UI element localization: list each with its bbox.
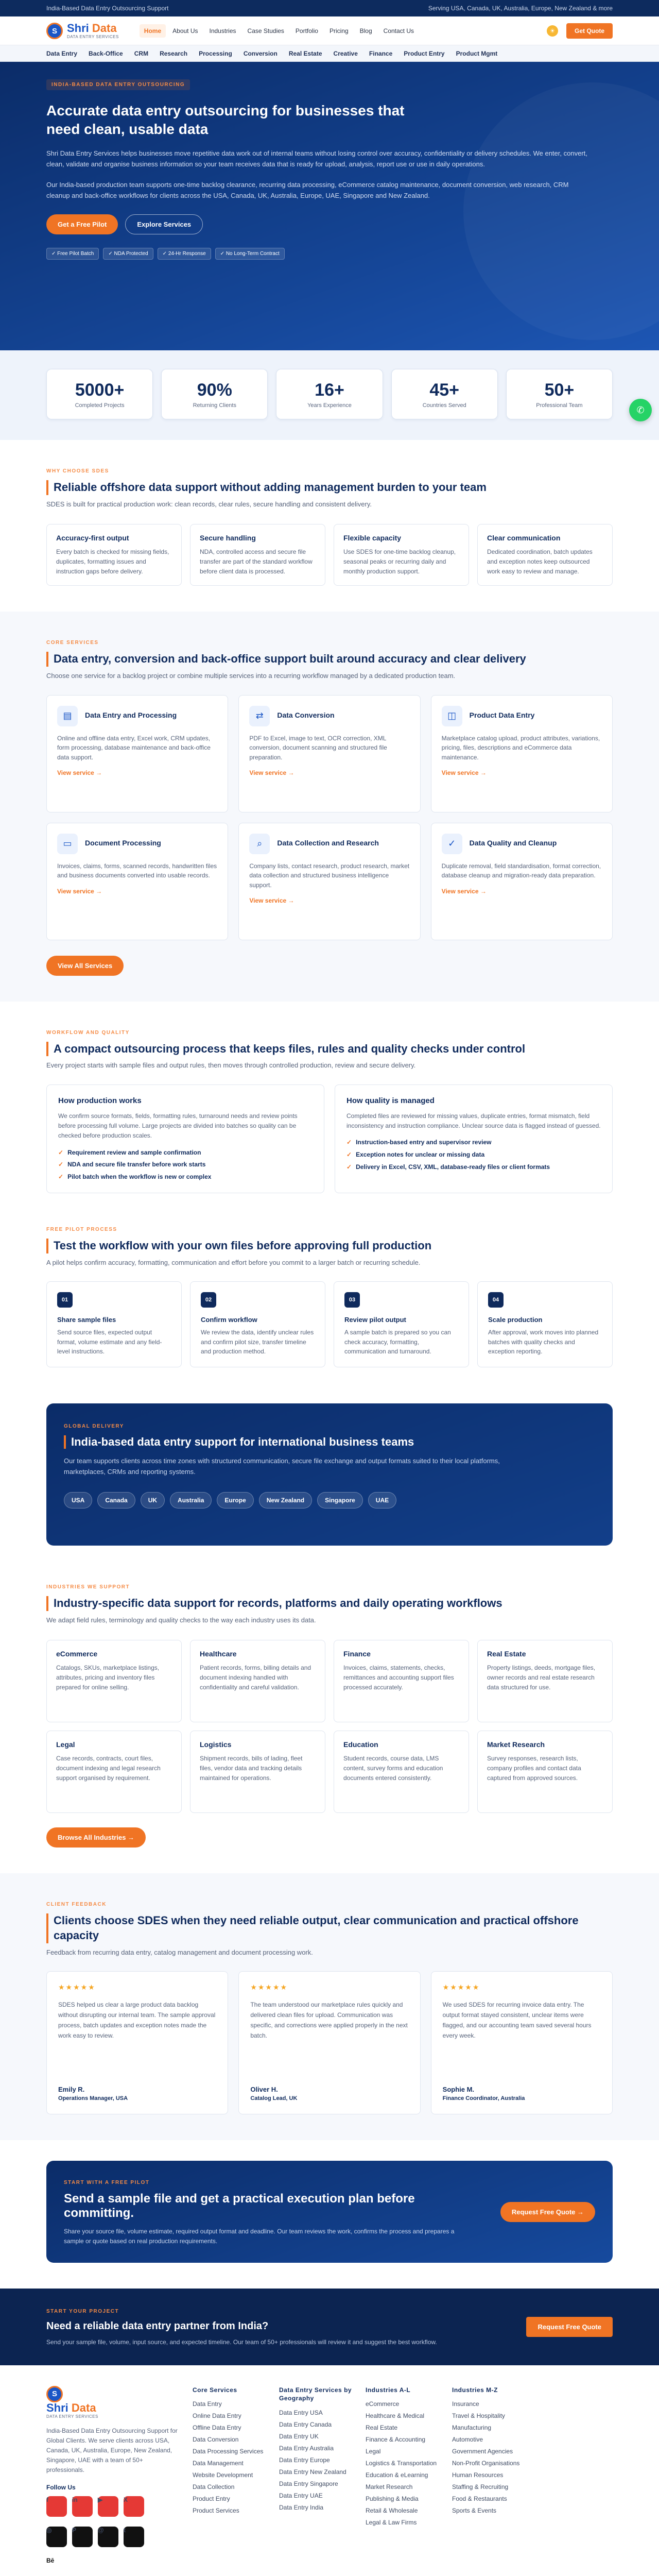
footer-link[interactable]: Product Entry <box>193 2495 230 2503</box>
workflow-production-box: How production works We confirm source formats, fields, formatting rules, turnaround needs and review points before processing full volume. Large projects are divided into batches so quality can be checked before production scales. ✓ Requirement review and sample confirmation ✓ NDA and secure file transfer before work starts ✓ Pilot batch when the workflow is new or complex <box>46 1084 324 1193</box>
hero-paragraph-1: Shri Data Entry Services helps businesses move repetitive data work out of internal teams without losing control over accuracy, confidentiality or delivery schedules. We enter, convert, clean, validate and organise business information so your team receives data that is ready for upload, analysis, report use or use in daily operations. <box>46 149 587 168</box>
feature-card: Secure handling NDA, controlled access and secure file transfer are part of the standard workflow before client data is processed. <box>190 524 325 586</box>
footer-link[interactable]: Publishing & Media <box>366 2495 419 2503</box>
footer-link[interactable]: Data Entry Europe <box>279 2456 330 2464</box>
testimonials-section <box>0 1873 659 2140</box>
hero-section <box>0 62 659 350</box>
instagram-icon[interactable]: ◎ <box>46 2527 67 2547</box>
service-card[interactable]: ⇄ Data Conversion PDF to Excel, image to text, OCR correction, XML conversion, document scanning and structured file preparation. View service → <box>238 695 420 812</box>
section-lead: Feedback from recurring data entry, catalog management and document processing work. <box>46 1948 313 1956</box>
whatsapp-chat-icon[interactable]: ✆ <box>629 399 652 421</box>
global-delivery-banner <box>46 1403 613 1546</box>
section-eyebrow: CLIENT FEEDBACK <box>46 1902 107 1908</box>
workflow-section <box>0 1002 659 1219</box>
footer-link[interactable]: Staffing & Recruiting <box>452 2483 509 2491</box>
service-card[interactable]: ◫ Product Data Entry Marketplace catalog upload, product attributes, variations, pricing, files, descriptions and eCommerce data maintenance. View service → <box>431 695 613 812</box>
industry-card[interactable]: Real Estate Property listings, deeds, mortgage files, owner records and real estate research data structured for use. <box>477 1640 613 1722</box>
free-pilot-button[interactable]: Get a Free Pilot <box>46 214 118 234</box>
footer-link[interactable]: Offline Data Entry <box>193 2424 241 2432</box>
footer-link[interactable]: Data Entry <box>193 2400 222 2408</box>
footer-link[interactable]: Legal <box>366 2448 381 2455</box>
quality-check-icon: ✓ <box>442 834 462 854</box>
section-eyebrow: START WITH A FREE PILOT <box>64 2180 150 2186</box>
footer-link[interactable]: Data Entry USA <box>279 2409 323 2417</box>
cta-text: Share your source file, volume estimate, required output format and deadline. Our team reviews the work, confirms the process and prepares a sample or quote based on real production requirements. <box>64 2228 455 2245</box>
country-badge: New Zealand <box>259 1492 312 1509</box>
footer-link[interactable]: Automotive <box>452 2436 483 2444</box>
subnav-processing[interactable]: Processing <box>199 50 232 57</box>
services-section <box>0 612 659 1001</box>
country-badge: Australia <box>170 1492 212 1509</box>
product-icon: ◫ <box>442 706 462 726</box>
subnav-creative[interactable]: Creative <box>333 50 358 57</box>
section-lead: We adapt field rules, terminology and quality checks to the way each industry uses its data. <box>46 1616 316 1624</box>
country-badge: Europe <box>217 1492 253 1509</box>
country-badge: USA <box>64 1492 92 1509</box>
subnav-finance[interactable]: Finance <box>369 50 393 57</box>
nav-about[interactable]: About Us <box>172 27 198 35</box>
hero-title: Accurate data entry outsourcing for businesses that need clean, usable data <box>46 103 405 137</box>
testimonial-card: ★★★★★ The team understood our marketplace rules quickly and delivered clean files for upload. Communication was specific, and corrections were applied properly in the next batch. Oliver H. Catalog Lead, UK <box>238 1971 420 2114</box>
facebook-icon[interactable]: f <box>46 2496 67 2517</box>
footer-link[interactable]: Human Resources <box>452 2471 504 2479</box>
footer-link[interactable]: Data Entry India <box>279 2504 324 2512</box>
footer-link[interactable]: Food & Restaurants <box>452 2495 507 2503</box>
logo-icon: S <box>46 2386 63 2402</box>
industry-card[interactable]: Market Research Survey responses, research lists, company profiles and contact data captured from approved sources. <box>477 1731 613 1813</box>
logo-subtitle: DATA ENTRY SERVICES <box>67 35 119 39</box>
footer-link[interactable]: Government Agencies <box>452 2448 513 2455</box>
check-icon: ✓ <box>58 1173 64 1181</box>
footer-link[interactable]: Legal & Law Firms <box>366 2519 417 2527</box>
subnav-crm[interactable]: CRM <box>134 50 149 57</box>
hero-paragraph-2: Our India-based production team supports one-time backlog clearance, recurring data processing, eCommerce catalog maintenance, document conversion, web research, CRM cleanup and back-office workflows for clients across the USA, Canada, UK, Australia, Europe, UAE, Singapore and New Zealand. <box>46 180 569 199</box>
subnav-real-estate[interactable]: Real Estate <box>288 50 322 57</box>
footer-link[interactable]: Education & eLearning <box>366 2471 428 2479</box>
top-bar-tagline: India-Based Data Entry Outsourcing Support <box>46 5 169 12</box>
feature-card: Clear communication Dedicated coordination, batch updates and exception notes keep outsourced work easy to review and manage. <box>477 524 613 586</box>
footer-link[interactable]: Data Collection <box>193 2483 235 2491</box>
country-badge: UK <box>141 1492 165 1509</box>
subnav-data-entry[interactable]: Data Entry <box>46 50 78 57</box>
country-badge: Singapore <box>317 1492 363 1509</box>
country-badge: UAE <box>368 1492 396 1509</box>
footer-link[interactable]: Data Entry Canada <box>279 2421 332 2429</box>
view-service-link[interactable]: View service → <box>57 887 102 895</box>
explore-services-button[interactable]: Explore Services <box>125 214 203 234</box>
list-item: ✓ Instruction-based entry and supervisor review <box>346 1139 492 1146</box>
footer-link[interactable]: Healthcare & Medical <box>366 2412 425 2420</box>
stat-label: Professional Team <box>536 402 583 409</box>
footer-link[interactable]: Market Research <box>366 2483 413 2491</box>
star-rating-icon: ★★★★★ <box>250 1983 288 1992</box>
section-title: Clients choose SDES when they need reliable output, clear communication and practical offshore capacity <box>46 1913 613 1943</box>
star-rating-icon: ★★★★★ <box>442 1983 480 1992</box>
list-item: ✓ Delivery in Excel, CSV, XML, database-ready files or client formats <box>346 1163 550 1171</box>
social-links <box>46 2496 180 2576</box>
logo-name-primary: Shri <box>67 22 89 35</box>
industries-section <box>0 1566 659 1873</box>
footer-link[interactable]: Real Estate <box>366 2424 398 2432</box>
footer-link[interactable]: Data Entry Australia <box>279 2445 334 2452</box>
view-service-link[interactable]: View service → <box>249 897 294 905</box>
testimonial-card: ★★★★★ We used SDES for recurring invoice data entry. The output format stayed consistent, unclear items were flagged, and our accounting team saved several hours every week. Sophie M. Finance Coordinator, Australia <box>431 1971 613 2114</box>
section-eyebrow: GLOBAL DELIVERY <box>64 1423 124 1430</box>
section-title: A compact outsourcing process that keeps files, rules and quality checks under control <box>46 1042 613 1057</box>
site-logo[interactable] <box>46 23 119 39</box>
stat-number: 16+ <box>315 380 344 400</box>
stat-label: Years Experience <box>307 402 352 409</box>
top-bar-regions: Serving USA, Canada, UK, Australia, Europe, New Zealand & more <box>428 5 613 12</box>
threads-icon[interactable]: @ <box>98 2527 118 2547</box>
pilot-step-card: 01 Share sample files Send source files, expected output format, volume estimate and any field-level instructions. <box>46 1281 182 1367</box>
country-badge: Canada <box>97 1492 135 1509</box>
check-icon: ✓ <box>58 1148 64 1156</box>
service-card[interactable]: ▤ Data Entry and Processing Online and offline data entry, Excel work, CRM updates, form processing, database maintenance and back-office data support. View service → <box>46 695 228 812</box>
conversion-icon: ⇄ <box>249 706 270 726</box>
why-choose-section <box>0 440 659 612</box>
top-bar <box>0 0 659 16</box>
service-card[interactable]: ⌕ Data Collection and Research Company lists, contact research, product research, market data collection and structured business intelligence support. View service → <box>238 823 420 940</box>
view-service-link[interactable]: View service → <box>57 769 102 777</box>
footer-link[interactable]: Data Processing Services <box>193 2448 264 2455</box>
list-item: ✓ NDA and secure file transfer before work starts <box>58 1161 206 1168</box>
cta-title: Send a sample file and get a practical execution plan before committing. <box>64 2192 415 2221</box>
section-title: India-based data entry support for international business teams <box>64 1435 595 1449</box>
hero-chip: ✓ Free Pilot Batch <box>46 248 99 260</box>
linkedin-icon[interactable]: in <box>72 2496 93 2517</box>
footer-link[interactable]: eCommerce <box>366 2400 400 2408</box>
section-lead: Every project starts with sample files and output rules, then moves through controlled production, review and secure delivery. <box>46 1061 416 1070</box>
stat-number: 50+ <box>544 380 575 400</box>
site-header <box>0 16 659 45</box>
footer-cta-text: Send your sample file, volume, input source, and expected timeline. Our team of 50+ professionals will review it and suggest the best workflow. <box>46 2338 437 2346</box>
subnav-product-mgmt[interactable]: Product Mgmt <box>456 50 498 57</box>
section-eyebrow: WHY CHOOSE SDES <box>46 468 109 474</box>
stat-card <box>506 369 613 419</box>
check-icon: ✓ <box>58 1161 64 1168</box>
industry-card[interactable]: Logistics Shipment records, bills of lading, fleet files, vendor data and tracking details maintained for operations. <box>190 1731 325 1813</box>
stat-label: Returning Clients <box>193 402 236 409</box>
research-icon: ⌕ <box>249 834 270 854</box>
section-eyebrow: FREE PILOT PROCESS <box>46 1226 117 1232</box>
industry-card[interactable]: eCommerce Catalogs, SKUs, marketplace listings, attributes, pricing and inventory files prepared for online selling. <box>46 1640 182 1722</box>
footer-link[interactable]: Travel & Hospitality <box>452 2412 505 2420</box>
footer-link[interactable]: Manufacturing <box>452 2424 492 2432</box>
subnav-back-office[interactable]: Back-Office <box>89 50 123 57</box>
footer-cta-section <box>0 2289 659 2365</box>
footer-link[interactable]: Logistics & Transportation <box>366 2460 437 2467</box>
view-service-link[interactable]: View service → <box>441 887 487 895</box>
footer-link[interactable]: Retail & Wholesale <box>366 2507 418 2515</box>
global-delivery-section <box>0 1393 659 1566</box>
logo-icon: S <box>46 23 63 39</box>
stat-label: Countries Served <box>422 402 466 409</box>
footer-link[interactable]: Data Entry New Zealand <box>279 2468 346 2476</box>
hero-chip: ✓ No Long-Term Contract <box>215 248 285 260</box>
theme-toggle-icon[interactable]: ☀ <box>547 25 558 37</box>
stat-card <box>161 369 268 419</box>
check-icon: ✓ <box>346 1139 352 1146</box>
section-eyebrow: START YOUR PROJECT <box>46 2309 119 2315</box>
nav-home[interactable]: Home <box>140 24 166 38</box>
header-quote-button[interactable]: Get Quote <box>566 23 613 39</box>
list-item: ✓ Requirement review and sample confirmation <box>58 1148 201 1156</box>
nav-case-studies[interactable]: Case Studies <box>247 27 284 35</box>
stat-number: 90% <box>197 380 232 400</box>
footer-link[interactable]: Data Entry UAE <box>279 2492 323 2500</box>
section-title: Industry-specific data support for records, platforms and daily operating workflows <box>46 1596 613 1611</box>
industry-card[interactable]: Healthcare Patient records, forms, billing details and document indexing handled with confidentiality and careful validation. <box>190 1640 325 1722</box>
footer-column-services: Core Services Data Entry Online Data Entry Offline Data Entry Data Conversion Data Processing Services Data Management Website Development Data Collection Product Entry Product Services <box>193 2386 267 2576</box>
list-item: ✓ Pilot batch when the workflow is new or complex <box>58 1173 212 1181</box>
view-service-link[interactable]: View service → <box>441 769 487 777</box>
nav-industries[interactable]: Industries <box>209 27 236 35</box>
feature-card: Flexible capacity Use SDES for one-time backlog cleanup, seasonal peaks or recurring daily and monthly production support. <box>334 524 469 586</box>
hero-chip: ✓ NDA Protected <box>103 248 153 260</box>
subnav-conversion[interactable]: Conversion <box>243 50 278 57</box>
section-eyebrow: WORKFLOW AND QUALITY <box>46 1029 130 1036</box>
footer-link[interactable]: Data Management <box>193 2460 244 2467</box>
feature-card: Accuracy-first output Every batch is checked for missing fields, duplicates, formatting issues and instruction gaps before delivery. <box>46 524 182 586</box>
section-title: Test the workflow with your own files before approving full production <box>46 1239 613 1253</box>
request-free-quote-button[interactable]: Request Free Quote → <box>500 2202 595 2222</box>
document-icon: ▭ <box>57 834 78 854</box>
twitter-icon[interactable]: X <box>124 2496 144 2517</box>
free-pilot-cta-section <box>0 2140 659 2289</box>
hero-chips <box>46 248 613 260</box>
hero-eyebrow: INDIA-BASED DATA ENTRY OUTSOURCING <box>46 79 190 90</box>
pilot-step-card: 04 Scale production After approval, work moves into planned batches with quality checks and exception reporting. <box>477 1281 613 1367</box>
subnav-product-entry[interactable]: Product Entry <box>404 50 445 57</box>
footer-logo[interactable]: S Shri Data DATA ENTRY SERVICES <box>46 2386 180 2419</box>
youtube-icon[interactable]: ▶ <box>98 2496 118 2517</box>
testimonial-card: ★★★★★ SDES helped us clear a large product data backlog without disrupting our internal team. The sample approval process, batch updates and exception notes made the work easy to review. Emily R. Operations Manager, USA <box>46 1971 228 2114</box>
stat-label: Completed Projects <box>75 402 125 409</box>
view-all-services-button[interactable]: View All Services <box>46 956 124 976</box>
behance-icon[interactable]: Bē <box>46 2557 67 2576</box>
footer-link[interactable]: Data Entry Singapore <box>279 2480 338 2488</box>
list-item: ✓ Exception notes for unclear or missing data <box>346 1151 485 1159</box>
footer-description: India-Based Data Entry Outsourcing Support for Global Clients. We serve clients across USA, Canada, UK, Australia, Europe, New Zealand, Singapore, UAE with a team of 50+ professionals. <box>46 2427 178 2474</box>
footer-link[interactable]: Product Services <box>193 2507 239 2515</box>
industry-card[interactable]: Finance Invoices, claims, statements, checks, remittances and accounting support files processed accurately. <box>334 1640 469 1722</box>
subnav-research[interactable]: Research <box>160 50 188 57</box>
footer-column-industries-m-z: Industries M-Z Insurance Travel & Hospitality Manufacturing Automotive Government Agencies Non-Profit Organisations Human Resources Staffing & Recruiting Food & Restaurants Sports & Events <box>452 2386 526 2576</box>
footer-link[interactable]: Insurance <box>452 2400 479 2408</box>
footer-link[interactable]: Data Conversion <box>193 2436 239 2444</box>
footer-cta-title: Need a reliable data entry partner from India? <box>46 2320 269 2332</box>
footer-quote-button[interactable]: Request Free Quote <box>526 2317 613 2337</box>
footer-link[interactable]: Finance & Accounting <box>366 2436 426 2444</box>
footer-link[interactable]: Online Data Entry <box>193 2412 241 2420</box>
nav-portfolio[interactable]: Portfolio <box>295 27 318 35</box>
section-title: Reliable offshore data support without adding management burden to your team <box>46 480 613 495</box>
stats-section <box>0 350 659 440</box>
service-subnav <box>0 45 659 62</box>
check-icon: ✓ <box>346 1163 352 1171</box>
section-eyebrow: INDUSTRIES WE SUPPORT <box>46 1584 130 1590</box>
pilot-step-card: 03 Review pilot output A sample batch is prepared so you can check accuracy, formatting, communication and turnaround. <box>334 1281 469 1367</box>
nav-blog[interactable]: Blog <box>359 27 372 35</box>
stat-card <box>46 369 153 419</box>
nav-pricing[interactable]: Pricing <box>329 27 349 35</box>
section-title: Data entry, conversion and back-office support built around accuracy and clear delivery <box>46 652 613 667</box>
footer-link[interactable]: Sports & Events <box>452 2507 497 2515</box>
free-pilot-cta-banner <box>46 2161 613 2263</box>
footer-column-geography: Data Entry Services by Geography Data Entry USA Data Entry Canada Data Entry UK Data Entry Australia Data Entry Europe Data Entry New Zealand Data Entry Singapore Data Entry UAE Data Entry India <box>279 2386 353 2576</box>
section-lead: Choose one service for a backlog project or combine multiple services into a recurring workflow managed by a dedicated production team. <box>46 671 456 680</box>
hero-chip: ✓ 24-Hr Response <box>158 248 211 260</box>
section-lead: SDES is built for practical production work: clean records, clear rules, secure handling and consistent delivery. <box>46 500 372 508</box>
industry-card[interactable]: Education Student records, course data, LMS content, survey forms and education documents entered consistently. <box>334 1731 469 1813</box>
stat-number: 5000+ <box>75 380 125 400</box>
footer-link[interactable]: Non-Profit Organisations <box>452 2460 520 2467</box>
main-nav <box>140 24 419 38</box>
star-rating-icon: ★★★★★ <box>58 1983 96 1992</box>
follow-us-label: Follow Us <box>46 2483 76 2491</box>
view-service-link[interactable]: View service → <box>249 769 294 777</box>
service-card[interactable]: ▭ Document Processing Invoices, claims, forms, scanned records, handwritten files and business documents converted into usable records. View service → <box>46 823 228 940</box>
stat-number: 45+ <box>429 380 460 400</box>
nav-contact[interactable]: Contact Us <box>383 27 414 35</box>
workflow-quality-box: How quality is managed Completed files are reviewed for missing values, duplicate entries, format mismatch, field inconsistency and instruction compliance. Unclear source data is flagged instead of guessed. ✓ Instruction-based entry and supervisor review ✓ Exception notes for unclear or missing data ✓ Delivery in Excel, CSV, XML, database-ready files or client formats <box>335 1084 613 1193</box>
stat-card <box>391 369 498 419</box>
pilot-step-card: 02 Confirm workflow We review the data, identify unclear rules and confirm pilot size, transfer timeline and production method. <box>190 1281 325 1367</box>
tumblr-icon[interactable]: t <box>124 2527 144 2547</box>
pinterest-icon[interactable]: P <box>72 2527 93 2547</box>
pilot-section <box>0 1219 659 1393</box>
footer-link[interactable]: Website Development <box>193 2471 253 2479</box>
stat-card <box>276 369 383 419</box>
site-footer <box>0 2365 659 2576</box>
browse-industries-button[interactable]: Browse All Industries → <box>46 1827 146 1848</box>
section-lead: A pilot helps confirm accuracy, formatting, communication and effort before you commit to a larger batch or recurring schedule. <box>46 1258 421 1266</box>
industry-card[interactable]: Legal Case records, contracts, court files, document indexing and legal research support organised by requirement. <box>46 1731 182 1813</box>
logo-name-secondary: Data <box>92 22 117 35</box>
service-card[interactable]: ✓ Data Quality and Cleanup Duplicate removal, field standardisation, format correction, database cleanup and migration-ready data preparation. View service → <box>431 823 613 940</box>
data-entry-icon: ▤ <box>57 706 78 726</box>
footer-column-industries-a-l: Industries A-L eCommerce Healthcare & Medical Real Estate Finance & Accounting Legal Logistics & Transportation Education & eLearning Market Research Publishing & Media Retail & Wholesale Legal & Law Firms <box>366 2386 440 2576</box>
footer-link[interactable]: Data Entry UK <box>279 2433 319 2441</box>
section-eyebrow: CORE SERVICES <box>46 640 99 646</box>
delivery-text: Our team supports clients across time zones with structured communication, secure file exchange and output formats suited to their local platforms, marketplaces, CRMs and reporting systems. <box>64 1457 500 1476</box>
check-icon: ✓ <box>346 1151 352 1159</box>
